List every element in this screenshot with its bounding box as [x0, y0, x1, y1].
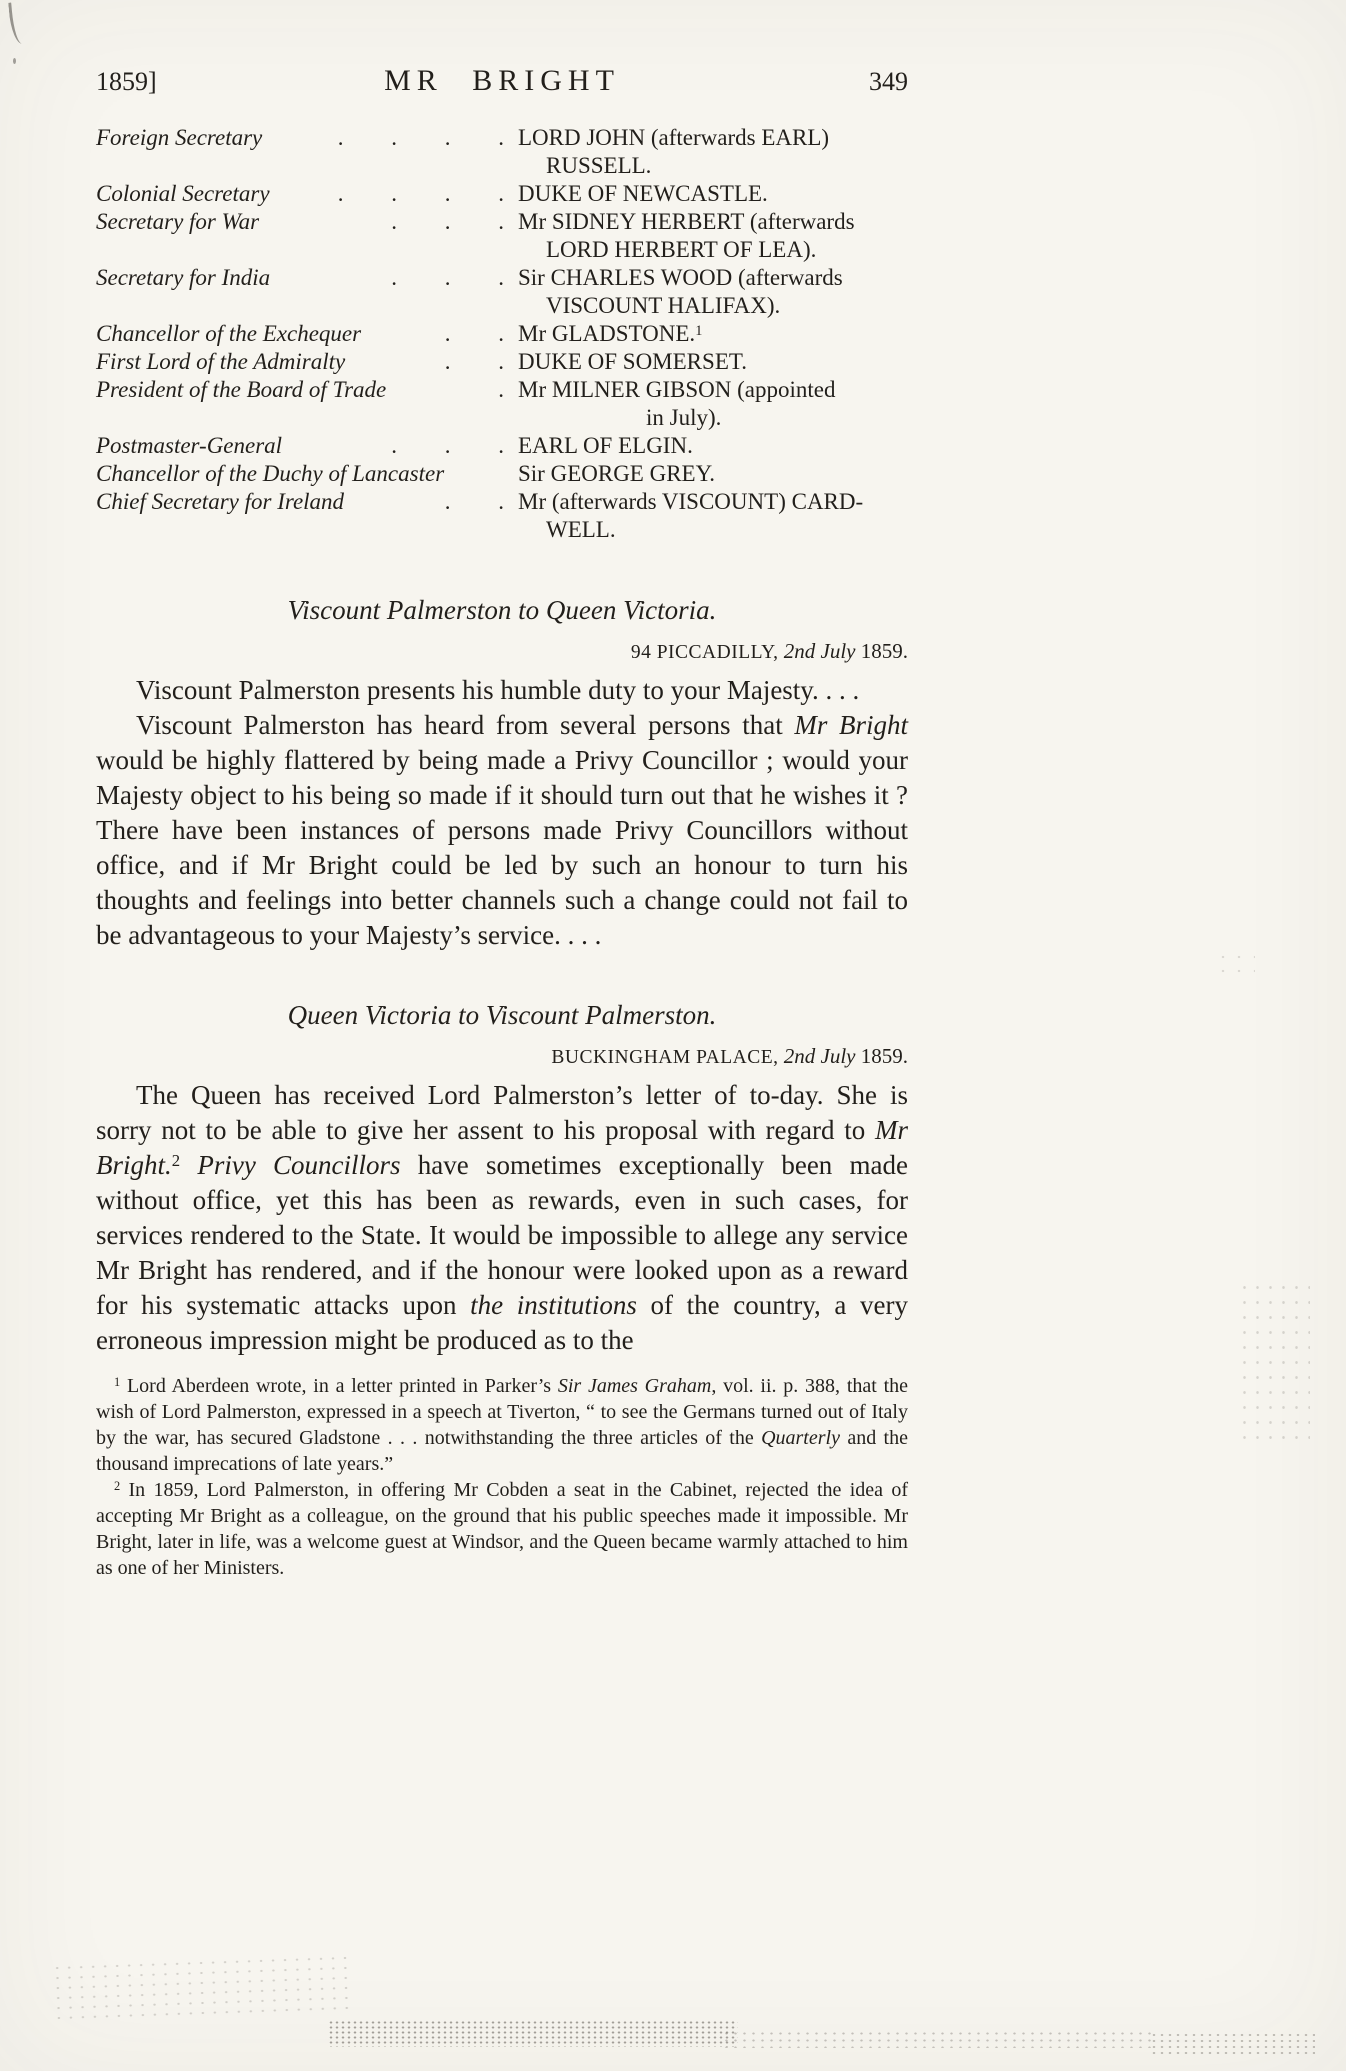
- scan-artifact-speckles: [722, 2030, 1152, 2048]
- office-holder: [518, 488, 908, 544]
- office-holder: [518, 264, 908, 320]
- office-title: Chancellor of the Duchy of Lancaster: [96, 461, 445, 486]
- scan-artifact-speckles: [1215, 950, 1255, 980]
- cabinet-office-cell: [96, 376, 518, 404]
- dateline-date: 2nd July: [783, 1044, 856, 1068]
- letter-body: [96, 673, 908, 953]
- holder-line: LORD JOHN (afterwards EARL): [518, 125, 830, 150]
- holder-line: DUKE OF NEWCASTLE.: [518, 181, 768, 206]
- scan-artifact-ink-mark: [8, 1, 27, 44]
- cabinet-row: [96, 460, 908, 488]
- office-holder: [518, 376, 908, 432]
- cabinet-row: [96, 376, 908, 432]
- office-title: Secretary for India: [96, 265, 271, 290]
- letter-paragraph: Viscount Palmerston has heard from several persons that Mr Bright would be highly flattered by being made a Privy Councillor ; would your Majesty object to his being so made if it should turn out that he wishes it ? There have been instances of persons made Privy Councillors without office, and if Mr Bright could be led by such an honour to turn his thoughts and feelings into better channels such a change could not fail to be advantageous to your Majesty’s service. . . .: [96, 710, 908, 950]
- footnote-2: $^2$ In 1859, Lord Palmerston, in offering Mr Cobden a seat in the Cabinet, rejected the idea of accepting Mr Bright as a colleague, on the ground that his public speeches made it impossible. Mr Bright, later in life, was a welcome guest at Windsor, and the Queen became warmly attached to him as one of her Ministers.: [96, 1479, 908, 1579]
- letter-heading: Queen Victoria to Viscount Palmerston.: [287, 1000, 717, 1030]
- cabinet-row: [96, 348, 908, 376]
- office-holder: [518, 208, 908, 264]
- office-holder: [518, 320, 908, 348]
- office-holder: [518, 432, 908, 460]
- cabinet-row: [96, 264, 908, 320]
- leader-dots: . . .: [391, 433, 504, 458]
- office-holder: [518, 460, 908, 488]
- holder-line: Sir CHARLES WOOD (afterwards: [518, 265, 843, 290]
- page-title: MR BRIGHT: [384, 64, 620, 97]
- office-title: Chief Secretary for Ireland: [96, 489, 345, 514]
- page-content: [96, 64, 908, 1581]
- office-holder: [518, 348, 908, 376]
- cabinet-office-cell: [96, 348, 518, 376]
- letter-palmerston-to-victoria: [96, 594, 908, 953]
- office-title: Chancellor of the Exchequer: [96, 321, 362, 346]
- cabinet-office-cell: [96, 488, 518, 516]
- scan-artifact-speckles: [1238, 1280, 1310, 1445]
- footnotes: [96, 1373, 908, 1581]
- leader-dots: .: [498, 377, 504, 402]
- cabinet-row: [96, 208, 908, 264]
- holder-line: WELL.: [546, 517, 616, 542]
- leader-dots: . .: [444, 489, 504, 514]
- page-number: 349: [869, 67, 908, 96]
- holder-line: Mr (afterwards VISCOUNT) CARD-: [518, 489, 864, 514]
- page-header: [96, 64, 908, 98]
- holder-line: Mr MILNER GIBSON (appointed: [518, 377, 836, 402]
- cabinet-office-cell: [96, 180, 518, 208]
- dateline-place: 94 PICCADILLY,: [630, 642, 779, 663]
- cabinet-office-cell: [96, 264, 518, 292]
- dateline: [96, 1044, 908, 1069]
- office-holder: [518, 124, 908, 180]
- leader-dots: . .: [444, 321, 504, 346]
- leader-dots: . . .: [391, 265, 504, 290]
- cabinet-row: [96, 432, 908, 460]
- cabinet-office-cell: [96, 460, 518, 488]
- scan-artifact-ink-dot: [13, 58, 16, 64]
- cabinet-row: [96, 124, 908, 180]
- letter-victoria-to-palmerston: [96, 999, 908, 1358]
- letter-heading: Viscount Palmerston to Queen Victoria.: [287, 595, 717, 625]
- dateline-date: 2nd July: [783, 639, 856, 663]
- scan-artifact-speckles: [51, 1953, 353, 2025]
- letter-paragraph: Viscount Palmerston presents his humble duty to your Majesty. . . .: [136, 675, 860, 705]
- office-title: Secretary for War: [96, 209, 260, 234]
- holder-line: VISCOUNT HALIFAX).: [546, 293, 781, 318]
- footnote-1: $^1$ Lord Aberdeen wrote, in a letter printed in Parker’s Sir James Graham, vol. ii. p. 388, that the wish of Lord Palmerston, expressed in a speech at Tiverton, “ to see the Germans turned out of Italy by the war, has secured Gladstone . . . notwithstanding the three articles of the Quarterly and the thousand imprecations of late years.”: [96, 1375, 908, 1475]
- leader-dots: . . .: [391, 209, 504, 234]
- holder-line: Sir GEORGE GREY.: [518, 461, 716, 486]
- dateline: [96, 639, 908, 664]
- dateline-year: 1859.: [860, 639, 908, 663]
- holder-line: in July).: [646, 405, 722, 430]
- office-holder: [518, 180, 908, 208]
- holder-line: EARL OF ELGIN.: [518, 433, 693, 458]
- holder-line: RUSSELL.: [546, 153, 652, 178]
- holder-line: Mr GLADSTONE.$^1$: [518, 321, 703, 346]
- cabinet-list: [96, 124, 908, 544]
- letter-paragraph: The Queen has received Lord Palmerston’s letter of to-day. She is sorry not to be able to give her assent to his proposal with regard to Mr Bright.$^2$ Privy Councillors have sometimes exceptionally been made without office, yet this has been as rewards, even in such cases, for services rendered to the State. It would be impossible to allege any service Mr Bright has rendered, and if the honour were looked upon as a reward for his systematic attacks upon the institutions of the country, a very erroneous impression might be produced as to the: [96, 1080, 908, 1355]
- cabinet-office-cell: [96, 320, 518, 348]
- holder-line: DUKE OF SOMERSET.: [518, 349, 747, 374]
- office-title: Postmaster-General: [96, 433, 283, 458]
- holder-line: Mr SIDNEY HERBERT (afterwards: [518, 209, 855, 234]
- cabinet-row: [96, 180, 908, 208]
- office-title: Foreign Secretary: [96, 125, 263, 150]
- cabinet-office-cell: [96, 208, 518, 236]
- leader-dots: . . . .: [337, 125, 504, 150]
- letter-body: [96, 1078, 908, 1358]
- scan-artifact-speckles: [328, 2020, 738, 2047]
- cabinet-row: [96, 320, 908, 348]
- cabinet-office-cell: [96, 432, 518, 460]
- office-title: President of the Board of Trade: [96, 377, 387, 402]
- office-title: First Lord of the Admiralty: [96, 349, 346, 374]
- dateline-place: BUCKINGHAM PALACE,: [551, 1047, 779, 1068]
- cabinet-row: [96, 488, 908, 544]
- header-year: 1859]: [96, 67, 157, 96]
- scan-artifact-speckles: [1150, 2032, 1315, 2054]
- leader-dots: . .: [444, 349, 504, 374]
- dateline-year: 1859.: [860, 1044, 908, 1068]
- leader-dots: . . . .: [337, 181, 504, 206]
- holder-line: LORD HERBERT OF LEA).: [546, 237, 817, 262]
- cabinet-office-cell: [96, 124, 518, 152]
- office-title: Colonial Secretary: [96, 181, 270, 206]
